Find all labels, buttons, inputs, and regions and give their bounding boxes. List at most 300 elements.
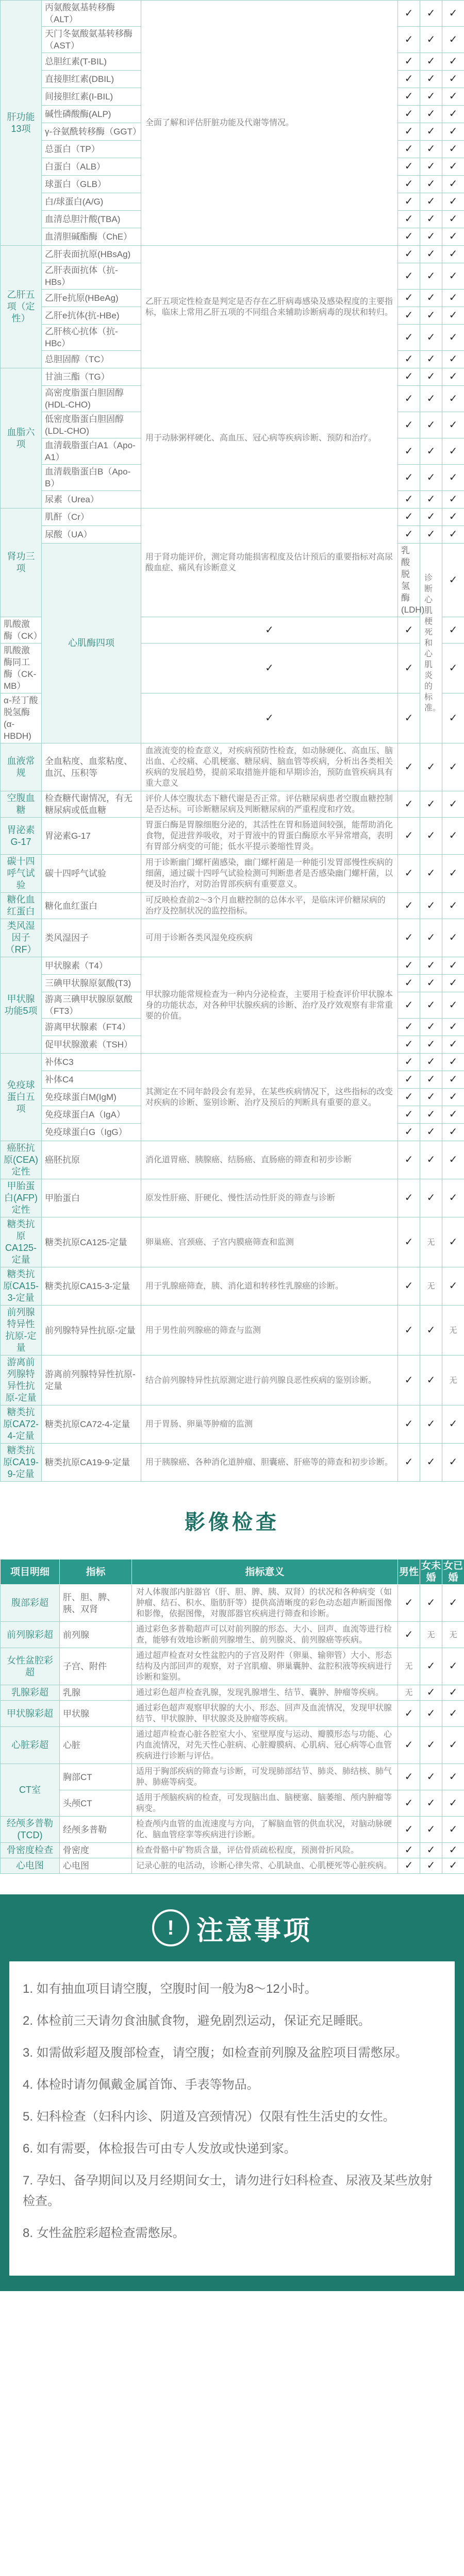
indicator-cell: 检查糖代谢情况，有无糖尿病或低血糖 <box>42 791 141 818</box>
check-icon-female-married: ✓ <box>442 438 464 465</box>
check-icon-female-unmarried: ✓ <box>420 1071 442 1089</box>
meaning-cell: 可反映检查前2～3个月血糖控制的总体水平，是临床评价糖尿病的治疗及控制状况的监控指标。 <box>141 893 398 919</box>
table-row <box>1 1405 464 1444</box>
check-icon-male: ✓ <box>398 246 420 263</box>
check-icon-male: ✓ <box>398 412 420 438</box>
check-icon-female-unmarried: ✓ <box>420 1701 442 1727</box>
meaning-cell: 通过超声检查心脏各腔室大小、室壁厚度与运动、瓣膜形态与功能、心内血流情况，对先天性心脏病、心脏瓣膜病、心肌病、冠心病等心血管疾病进行诊断与评估。 <box>132 1727 398 1764</box>
check-icon-female-married: ✓ <box>442 211 464 228</box>
check-icon-female-unmarried: ✓ <box>420 893 442 919</box>
check-icon-male: ✓ <box>398 1054 420 1071</box>
meaning-cell: 用于动脉粥样硬化、高血压、冠心病等疾病诊断、预防和治疗。 <box>141 368 398 509</box>
none-mark-male: 无 <box>398 1685 420 1701</box>
header-meaning: 指标意义 <box>132 1560 398 1585</box>
table-row <box>1 919 464 957</box>
check-icon-male: ✓ <box>398 141 420 158</box>
indicator-cell: 乙肝核心抗体（抗-HBc） <box>42 325 141 351</box>
check-icon-male: ✓ <box>398 1179 420 1217</box>
check-icon-female-unmarried: ✓ <box>420 1306 442 1355</box>
table-row <box>1 791 464 818</box>
check-icon-female-married: ✓ <box>442 1648 464 1685</box>
check-icon-female-unmarried: ✓ <box>420 123 442 141</box>
table-row <box>1 1267 464 1306</box>
check-icon-male: ✓ <box>398 27 420 53</box>
check-icon-female-unmarried: ✓ <box>420 1444 442 1482</box>
indicator-cell: 骨密度 <box>60 1843 132 1858</box>
meaning-cell: 原发性肝癌、肝硬化、慢性活动性肝炎的筛查与诊断 <box>141 1179 398 1217</box>
check-icon-female-married: ✓ <box>442 1727 464 1764</box>
check-icon-male: ✓ <box>398 893 420 919</box>
exclamation-icon: ! <box>152 1909 189 1946</box>
check-icon-female-married: ✓ <box>442 228 464 246</box>
check-icon-male: ✓ <box>141 643 398 693</box>
check-icon-female-unmarried: ✓ <box>420 1 442 27</box>
indicator-cell: 丙氨酸氨基转移酶（ALT） <box>42 1 141 27</box>
check-icon-male: ✓ <box>398 325 420 351</box>
check-icon-female-married: ✓ <box>442 1071 464 1089</box>
indicator-cell: 直接胆红素(DBIL) <box>42 71 141 88</box>
meaning-cell: 用于胰腺癌、各种消化道肿瘤、胆囊癌、肝癌等的筛查和初步诊断。 <box>141 1444 398 1482</box>
check-icon-female-unmarried: ✓ <box>420 818 442 855</box>
table-row <box>1 1179 464 1217</box>
table-row <box>1 1622 464 1648</box>
check-icon-male: ✓ <box>398 88 420 106</box>
check-icon-female-married: ✓ <box>442 1843 464 1858</box>
check-icon-female-married: ✓ <box>442 1764 464 1790</box>
check-icon-male: ✓ <box>141 693 398 743</box>
category-cell: 心脏彩超 <box>1 1727 60 1764</box>
indicator-cell: 总胆红素(T-BIL) <box>42 53 141 71</box>
check-icon-male: ✓ <box>398 1444 420 1482</box>
table-row <box>1 893 464 919</box>
check-icon-male: ✓ <box>398 1141 420 1179</box>
check-icon-female-married: ✓ <box>442 1858 464 1874</box>
table-row <box>1 1817 464 1843</box>
indicator-cell: 总胆固醇（TC） <box>42 351 141 368</box>
meaning-cell: 卵巢癌、宫颈癌、子宫内膜癌筛查和监测 <box>141 1217 398 1267</box>
table-row <box>1 509 464 526</box>
check-icon-male: ✓ <box>398 71 420 88</box>
table-row <box>1 855 464 893</box>
check-icon-female-married: ✓ <box>442 509 464 526</box>
check-icon-female-unmarried: ✓ <box>420 211 442 228</box>
check-icon-male: ✓ <box>398 1089 420 1106</box>
header-indicator: 指标 <box>60 1560 132 1585</box>
check-icon-female-unmarried: ✓ <box>398 617 420 643</box>
meaning-cell: 甲状腺功能常规检查为一种内分泌检查，主要用于检查评价甲状腺本身的功能状态，对各种甲状腺疾病的诊断、治疗及疗效观察有非常重要的价值。 <box>141 957 398 1054</box>
check-icon-female-unmarried: ✓ <box>420 27 442 53</box>
table-row <box>1 1764 464 1790</box>
check-icon-female-married: ✓ <box>442 893 464 919</box>
check-icon-female-married: ✓ <box>442 1405 464 1444</box>
check-icon-male: ✓ <box>398 1843 420 1858</box>
check-icon-male: ✓ <box>398 1106 420 1124</box>
indicator-cell: 甘油三酯（TG） <box>42 368 141 386</box>
check-icon-female-unmarried: ✓ <box>420 509 442 526</box>
check-icon-female-married: ✓ <box>442 193 464 211</box>
check-icon-female-married: ✓ <box>442 693 464 743</box>
table-row <box>1 1701 464 1727</box>
meaning-cell: 可用于诊断各类风湿免疫疾病 <box>141 919 398 957</box>
check-icon-female-unmarried: ✓ <box>420 1179 442 1217</box>
check-icon-male: ✓ <box>398 1405 420 1444</box>
notice-item: 8. 女性盆腔彩超检查需憋尿。 <box>23 2226 185 2240</box>
indicator-cell: 甲状腺素（T4） <box>42 957 141 975</box>
meaning-cell: 乙肝五项定性检查是判定是否存在乙肝病毒感染及感染程度的主要指标，临床上常用乙肝五项的不同组合来辅助诊断病毒的现状和转归。 <box>141 246 398 368</box>
check-icon-female-unmarried: ✓ <box>420 526 442 544</box>
notice-item: 4. 体检时请勿佩戴金属首饰、手表等物品。 <box>23 2078 259 2092</box>
check-icon-female-unmarried: ✓ <box>420 1843 442 1858</box>
check-icon-female-married: ✓ <box>442 465 464 491</box>
indicator-cell: 游离甲状腺素（FT4） <box>42 1019 141 1036</box>
check-icon-male: ✓ <box>398 263 420 290</box>
check-icon-female-married: ✓ <box>442 412 464 438</box>
notice-item: 1. 如有抽血项目请空腹，空腹时间一般为8～12小时。 <box>23 1982 317 1996</box>
indicator-cell: 类风湿因子 <box>42 919 141 957</box>
check-icon-male: ✓ <box>398 351 420 368</box>
category-cell: 经颅多普勒(TCD) <box>1 1817 60 1843</box>
meaning-cell: 用于诊断幽门螺杆菌感染，幽门螺杆菌是一种能引发胃部慢性疾病的细菌，通过碳十四呼气试验检测可判断患者是否感染幽门螺杆菌，以便及时治疗，对防治胃部疾病有重要意义。 <box>141 855 398 893</box>
notice-title: 注意事项 <box>196 1916 312 1946</box>
indicator-cell: 游离前列腺特异性抗原-定量 <box>42 1355 141 1405</box>
meaning-cell: 血液流变的检查意义，对疾病预防性检查，如动脉硬化、高血压、脑出血、心绞痛、心肌梗塞、糖尿病、脑血管等疾病，分析出各类相关疾病的发展趋势，提前采取措施并能和早期诊治，预防血管疾病具有重大意义 <box>141 743 398 791</box>
category-cell: 糖类抗原CA19-9-定量 <box>1 1444 42 1482</box>
indicator-cell: 白蛋白（ALB） <box>42 158 141 176</box>
imaging-title: 影像检查 <box>185 1511 279 1534</box>
table-row <box>1 818 464 855</box>
check-icon-female-married: ✓ <box>442 106 464 123</box>
check-icon-male: ✓ <box>398 1727 420 1764</box>
check-icon-male: ✓ <box>398 1817 420 1843</box>
check-icon-female-married: ✓ <box>442 1089 464 1106</box>
indicator-cell: 球蛋白（GLB） <box>42 176 141 193</box>
check-icon-female-married: ✓ <box>442 263 464 290</box>
check-icon-female-married: ✓ <box>442 855 464 893</box>
indicator-cell: 经颅多普勒 <box>60 1817 132 1843</box>
check-icon-male: ✓ <box>398 855 420 893</box>
category-cell: 糖类抗原CA125-定量 <box>1 1217 42 1267</box>
table-row <box>1 1 464 27</box>
check-icon-female-married: ✓ <box>442 1054 464 1071</box>
table-row <box>1 368 464 386</box>
check-icon-female-married: ✓ <box>442 1179 464 1217</box>
check-icon-female-unmarried: ✓ <box>420 1685 442 1701</box>
indicator-cell: 心电图 <box>60 1858 132 1874</box>
check-icon-female-unmarried: ✓ <box>420 53 442 71</box>
category-cell: 前列腺彩超 <box>1 1622 60 1648</box>
check-icon-male: ✓ <box>398 368 420 386</box>
indicator-cell: 糖类抗原CA19-9-定量 <box>42 1444 141 1482</box>
check-icon-female-married: ✓ <box>442 743 464 791</box>
check-icon-male: ✓ <box>398 1585 420 1622</box>
check-icon-female-unmarried: ✓ <box>420 246 442 263</box>
check-icon-female-unmarried: ✓ <box>420 228 442 246</box>
check-icon-female-unmarried: ✓ <box>420 992 442 1019</box>
notice-header <box>0 1894 464 1961</box>
check-icon-female-married: ✓ <box>442 158 464 176</box>
category-cell: 碳十四呼气试验 <box>1 855 42 893</box>
category-cell: 骨密度检查 <box>1 1843 60 1858</box>
check-icon-female-unmarried: ✓ <box>420 1585 442 1622</box>
category-cell: 心电图 <box>1 1858 60 1874</box>
check-icon-male: ✓ <box>398 1764 420 1790</box>
check-icon-female-unmarried: ✓ <box>420 1141 442 1179</box>
check-icon-female-unmarried: ✓ <box>420 193 442 211</box>
header-male: 男性 <box>398 1560 420 1585</box>
indicator-cell: γ-谷氨酰转移酶（GGT） <box>42 123 141 141</box>
category-cell: 游离前列腺特异性抗原-定量 <box>1 1355 42 1405</box>
imaging-table-body <box>1 1585 464 1874</box>
indicator-cell: 前列腺 <box>60 1622 132 1648</box>
check-icon-female-unmarried: ✓ <box>420 88 442 106</box>
indicator-cell: 总蛋白（TP） <box>42 141 141 158</box>
check-icon-female-married: ✓ <box>442 27 464 53</box>
indicator-cell: 肌酐（Cr） <box>42 509 141 526</box>
meaning-cell: 检查骨骼中矿物质含量，评估骨质疏松程度，预测骨折风险。 <box>132 1843 398 1858</box>
indicator-cell: 全血粘度、血浆粘度、血沉、压积等 <box>42 743 141 791</box>
check-icon-female-unmarried: ✓ <box>420 1089 442 1106</box>
category-cell: 心肌酶四项 <box>42 544 141 743</box>
indicator-cell: 免疫球蛋白M(IgM) <box>42 1089 141 1106</box>
meaning-cell: 胃蛋白酶是胃腺细胞分泌的，其活性在胃和肠道间较强，能帮助消化食物，促进营养吸收，对于胃液中的胃蛋白酶原水平异常增高，表明有胃部分病变的可能；低水平提示萎缩性胃炎。 <box>141 818 398 855</box>
lab-table-body <box>1 1 464 1482</box>
indicator-cell: 肌酸激酶（CK） <box>1 617 42 643</box>
indicator-cell: 血清总胆汁酸(TBA) <box>42 211 141 228</box>
check-icon-female-married: ✓ <box>442 386 464 412</box>
category-cell: 女性盆腔彩超 <box>1 1648 60 1685</box>
table-row <box>1 743 464 791</box>
check-icon-female-married: ✓ <box>442 975 464 992</box>
check-icon-female-married: ✓ <box>442 1444 464 1482</box>
check-icon-female-married: ✓ <box>442 53 464 71</box>
none-mark-female-unmarried: 无 <box>420 1217 442 1267</box>
table-row <box>1 1790 464 1817</box>
category-cell: 前列腺特异性抗原-定量 <box>1 1306 42 1355</box>
indicator-cell: 碳十四呼气试验 <box>42 855 141 893</box>
header-female-unmarried: 女未婚 <box>420 1560 442 1585</box>
check-icon-male: ✓ <box>398 193 420 211</box>
check-icon-male: ✓ <box>398 307 420 325</box>
check-icon-male: ✓ <box>398 438 420 465</box>
check-icon-female-married: ✓ <box>442 246 464 263</box>
meaning-cell: 通过彩色超声观察甲状腺的大小、形态、回声及血流情况，发现甲状腺结节、甲状腺肿、甲状腺炎及肿瘤等疾病。 <box>132 1701 398 1727</box>
check-icon-female-married: ✓ <box>442 791 464 818</box>
check-icon-female-unmarried: ✓ <box>420 141 442 158</box>
check-icon-male: ✓ <box>398 957 420 975</box>
indicator-cell: 乙肝e抗体(抗-HBe) <box>42 307 141 325</box>
check-icon-male: ✓ <box>398 1355 420 1405</box>
check-icon-male: ✓ <box>398 1019 420 1036</box>
category-cell: 乳腺彩超 <box>1 1685 60 1701</box>
table-row <box>1 1858 464 1874</box>
category-cell: 甲状腺功能5项 <box>1 957 42 1054</box>
check-icon-female-married: ✓ <box>442 1585 464 1622</box>
indicator-cell: 游离三碘甲状腺原氨酸（FT3） <box>42 992 141 1019</box>
check-icon-male: ✓ <box>398 919 420 957</box>
indicator-cell: 心脏 <box>60 1727 132 1764</box>
check-icon-male: ✓ <box>398 465 420 491</box>
indicator-cell: 血清胆碱酯酶（ChE） <box>42 228 141 246</box>
check-icon-female-married: ✓ <box>442 176 464 193</box>
indicator-cell: 子宫、附件 <box>60 1648 132 1685</box>
none-mark-female-unmarried: 无 <box>420 1267 442 1306</box>
check-icon-female-married: ✓ <box>442 617 464 643</box>
check-icon-female-unmarried: ✓ <box>420 351 442 368</box>
check-icon-female-unmarried: ✓ <box>420 368 442 386</box>
indicator-cell: 乙肝表面抗体（抗-HBs） <box>42 263 141 290</box>
check-icon-female-married: ✓ <box>442 1817 464 1843</box>
check-icon-female-married: ✓ <box>442 1141 464 1179</box>
indicator-cell: 前列腺特异性抗原-定量 <box>42 1306 141 1355</box>
check-icon-female-unmarried: ✓ <box>420 1405 442 1444</box>
category-cell: 类风湿因子（RF） <box>1 919 42 957</box>
meaning-cell: 通过彩色超声检查乳腺，发现乳腺增生、结节、囊肿、肿瘤等疾病。 <box>132 1685 398 1701</box>
table-row <box>1 1444 464 1482</box>
table-row <box>1 1585 464 1622</box>
indicator-cell: α-羟丁酸脱氢酶(α-HBDH) <box>1 693 42 743</box>
check-icon-male: ✓ <box>398 176 420 193</box>
imaging-table <box>0 1559 464 1874</box>
table-row <box>1 1355 464 1405</box>
imaging-header-row <box>1 1560 464 1585</box>
check-icon-female-married: ✓ <box>442 141 464 158</box>
check-icon-male: ✓ <box>398 123 420 141</box>
table-row <box>1 1306 464 1355</box>
header-female-married: 女已婚 <box>442 1560 464 1585</box>
check-icon-male: ✓ <box>398 1071 420 1089</box>
check-icon-female-married: ✓ <box>442 368 464 386</box>
indicator-cell: 肝、胆、脾、胰、双肾 <box>60 1585 132 1622</box>
check-icon-female-married: ✓ <box>442 1685 464 1701</box>
notice-item: 7. 孕妇、备孕期间以及月经期间女士，请勿进行妇科检查、尿液及某些放射检查。 <box>23 2174 433 2208</box>
indicator-cell: 补体C4 <box>42 1071 141 1089</box>
indicator-cell: 糖类抗原CA125-定量 <box>42 1217 141 1267</box>
check-icon-female-unmarried: ✓ <box>420 791 442 818</box>
check-icon-female-unmarried: ✓ <box>420 1858 442 1874</box>
indicator-cell: 尿酸（UA） <box>42 526 141 544</box>
table-row <box>1 1217 464 1267</box>
check-icon-female-unmarried: ✓ <box>420 743 442 791</box>
notice-item: 3. 如需做彩超及腹部检查，请空腹；如检查前列腺及盆腔项目需憋尿。 <box>23 2046 408 2060</box>
meaning-cell: 记录心脏的电活动，诊断心律失常、心肌缺血、心肌梗死等心脏疾病。 <box>132 1858 398 1874</box>
meaning-cell: 其测定在不同年龄段会有差异，在某些疾病情况下，这些指标的改变对疾病的诊断、鉴别诊断、治疗及预后的判断具有重要的意义。 <box>141 1054 398 1141</box>
check-icon-female-unmarried: ✓ <box>420 919 442 957</box>
notice-body <box>9 1961 455 2276</box>
none-mark-female-married: 无 <box>442 1306 464 1355</box>
indicator-cell: 乙肝e抗原(HBeAg) <box>42 290 141 307</box>
indicator-cell: 肌酸激酶同工酶（CK-MB） <box>1 643 42 693</box>
check-icon-female-married: ✓ <box>442 290 464 307</box>
check-icon-female-married: ✓ <box>442 1217 464 1267</box>
check-icon-female-unmarried: ✓ <box>420 1648 442 1685</box>
category-cell: 癌胚抗原(CEA)定性 <box>1 1141 42 1179</box>
none-mark-female-unmarried: 无 <box>420 1622 442 1648</box>
check-icon-female-married: ✓ <box>442 643 464 693</box>
check-icon-female-married: ✓ <box>442 1036 464 1054</box>
indicator-cell: 头颅CT <box>60 1790 132 1817</box>
check-icon-female-unmarried: ✓ <box>420 1790 442 1817</box>
imaging-section-title <box>0 1482 464 1559</box>
check-icon-female-married: ✓ <box>442 818 464 855</box>
check-icon-female-unmarried: ✓ <box>420 491 442 509</box>
indicator-cell: 乳腺 <box>60 1685 132 1701</box>
check-icon-female-unmarried: ✓ <box>420 438 442 465</box>
category-cell: 肝功能 13项 <box>1 1 42 246</box>
meaning-cell: 评价人体空腹状态下糖代谢是否正常。评估糖尿病患者空腹血糖控制是否达标。可诊断糖尿病及判断糖尿病的严重程度和疗效。 <box>141 791 398 818</box>
check-icon-female-married: ✓ <box>442 1267 464 1306</box>
check-icon-female-unmarried: ✓ <box>420 855 442 893</box>
check-icon-female-unmarried: ✓ <box>398 693 420 743</box>
check-icon-female-unmarried: ✓ <box>420 263 442 290</box>
check-icon-female-married: ✓ <box>442 1701 464 1727</box>
check-icon-male: ✓ <box>398 1217 420 1267</box>
indicator-cell: 尿素（Urea） <box>42 491 141 509</box>
check-icon-male: ✓ <box>398 1036 420 1054</box>
check-icon-female-married: ✓ <box>442 491 464 509</box>
check-icon-female-married: ✓ <box>442 1019 464 1036</box>
check-icon-female-unmarried: ✓ <box>420 1036 442 1054</box>
check-icon-male: ✓ <box>141 617 398 643</box>
indicator-cell: 糖化血红蛋白 <box>42 893 141 919</box>
indicator-cell: 免疫球蛋白G（IgG） <box>42 1124 141 1141</box>
indicator-cell: 乳酸脱氢酶(LDH) <box>398 544 420 617</box>
meaning-cell: 通过彩色多普勒超声可以对前列腺的形态、大小、回声、血流等进行检查，能够有效地诊断前列腺增生、前列腺炎、前列腺癌等疾病。 <box>132 1622 398 1648</box>
check-icon-male: ✓ <box>398 386 420 412</box>
indicator-cell: 补体C3 <box>42 1054 141 1071</box>
check-icon-male: ✓ <box>398 1622 420 1648</box>
none-mark-female-married: 无 <box>442 1622 464 1648</box>
check-icon-male: ✓ <box>398 1701 420 1727</box>
check-icon-female-unmarried: ✓ <box>420 1124 442 1141</box>
check-icon-male: ✓ <box>398 211 420 228</box>
check-icon-female-unmarried: ✓ <box>420 412 442 438</box>
check-icon-female-unmarried: ✓ <box>420 1727 442 1764</box>
category-cell: 甲状腺彩超 <box>1 1701 60 1727</box>
check-icon-female-married: ✓ <box>442 307 464 325</box>
indicator-cell: 糖类抗原CA15-3-定量 <box>42 1267 141 1306</box>
meaning-cell: 用于乳腺癌筛查，胰、消化道和转移性乳腺癌的诊断。 <box>141 1267 398 1306</box>
category-cell: 免疫球蛋白五项 <box>1 1054 42 1141</box>
indicator-cell: 碱性磷酸酶(ALP) <box>42 106 141 123</box>
table-row <box>1 1727 464 1764</box>
category-cell: 腹部彩超 <box>1 1585 60 1622</box>
check-icon-female-unmarried: ✓ <box>420 465 442 491</box>
check-icon-female-married: ✓ <box>442 88 464 106</box>
check-icon-male: ✓ <box>398 509 420 526</box>
category-cell: 胃泌素G-17 <box>1 818 42 855</box>
indicator-cell: 免疫球蛋白A（IgA） <box>42 1106 141 1124</box>
check-icon-female-married: ✓ <box>442 325 464 351</box>
check-icon-male: ✓ <box>398 1306 420 1355</box>
check-icon-female-married: ✓ <box>442 71 464 88</box>
indicator-cell: 血清载脂蛋白B（Apo-B） <box>42 465 141 491</box>
check-icon-male: ✓ <box>398 1790 420 1817</box>
check-icon-male: ✓ <box>398 158 420 176</box>
notice-item: 2. 体检前三天请勿食油腻食物，避免剧烈运动，保证充足睡眠。 <box>23 2014 371 2028</box>
table-row <box>1 1141 464 1179</box>
check-icon-female-unmarried: ✓ <box>420 176 442 193</box>
category-cell: 糖类抗原CA72-4-定量 <box>1 1405 42 1444</box>
table-row <box>1 1843 464 1858</box>
meaning-cell: 结合前列腺特异性抗原测定进行前列腺良恶性疾病的鉴别诊断。 <box>141 1355 398 1405</box>
meaning-cell: 诊断心肌梗死和心肌炎的标准。 <box>420 544 442 743</box>
table-row <box>1 957 464 975</box>
check-icon-female-unmarried: ✓ <box>420 71 442 88</box>
indicator-cell: 天门冬氨酸氨基转移酶（AST） <box>42 27 141 53</box>
meaning-cell: 通过超声检查对女性盆腔内的子宫及附件（卵巢、输卵管）大小、形态结构及内部回声的观察，对子宫肌瘤、卵巢囊肿、盆腔积液等疾病进行诊断和鉴别。 <box>132 1648 398 1685</box>
table-row <box>1 1648 464 1685</box>
check-icon-female-unmarried: ✓ <box>420 1764 442 1790</box>
